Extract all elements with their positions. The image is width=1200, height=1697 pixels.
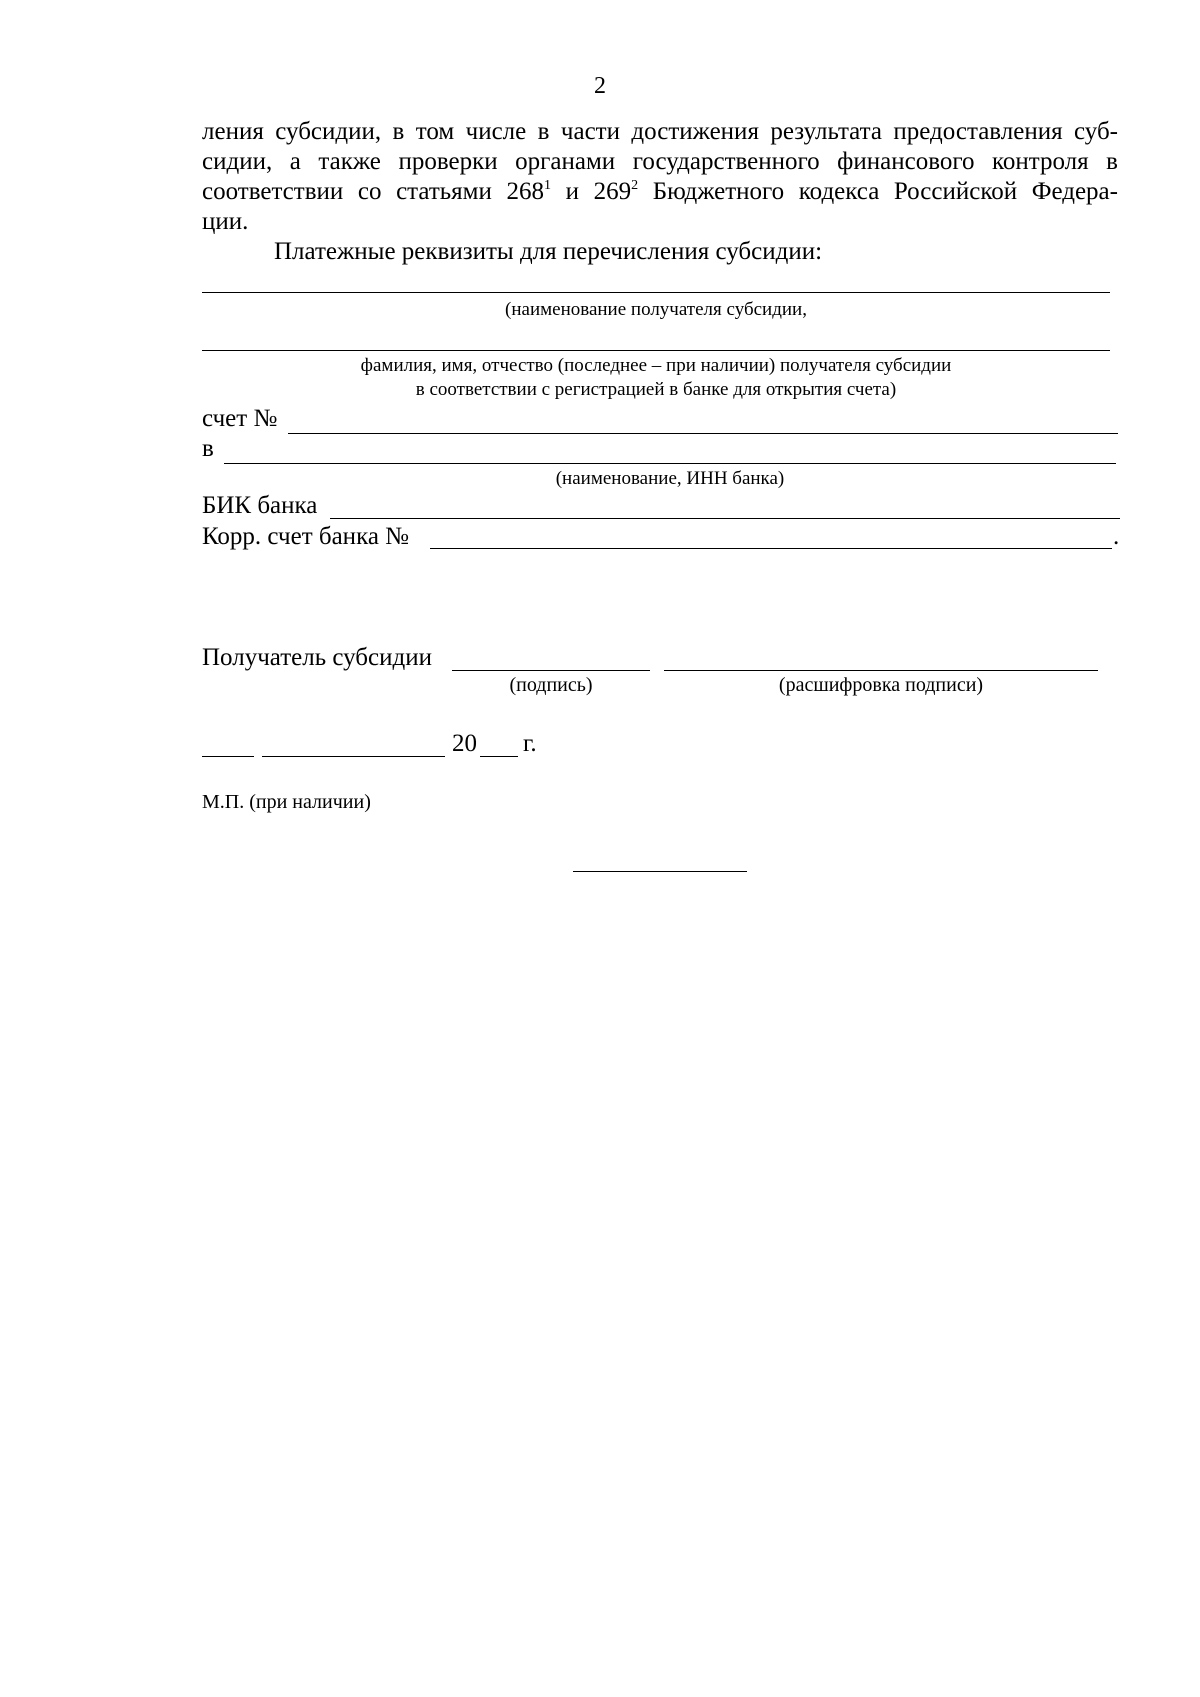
bank-name-line[interactable] — [224, 463, 1116, 464]
date-day-line[interactable] — [202, 756, 254, 757]
page-number: 2 — [594, 73, 606, 99]
recipient-registration-hint: в соответствии с регистрацией в банке для открытия счета) — [415, 379, 897, 400]
recipient-fullname-line[interactable] — [202, 350, 1110, 351]
paragraph-text: и 269 — [551, 178, 632, 205]
bik-label: БИК банка — [202, 492, 318, 519]
paragraph-line: ции. — [202, 208, 249, 235]
paragraph-line: сидии, а также проверки органами государственного финансового контроля в — [202, 148, 1118, 175]
paragraph-text: соответствии со статьями 268 — [202, 178, 544, 205]
seal-label: М.П. (при наличии) — [202, 791, 371, 813]
paragraph-line-with-articles — [202, 177, 1118, 207]
article-superscript: 1 — [544, 178, 551, 193]
date-year-prefix: 20 — [452, 730, 477, 757]
bank-name-hint: (наименование, ИНН банка) — [555, 468, 785, 489]
closing-divider — [573, 871, 747, 872]
requisites-heading: Платежные реквизиты для перечисления субсидии: — [274, 238, 823, 265]
recipient-name-line[interactable] — [202, 292, 1110, 293]
bik-line[interactable] — [330, 518, 1120, 519]
signature-line[interactable] — [452, 670, 650, 671]
paragraph-line: ления субсидии, в том числе в части достижения результата предоставления суб- — [202, 118, 1118, 145]
body-paragraph — [202, 117, 1118, 237]
account-label: счет № — [202, 405, 278, 432]
signature-decode-line[interactable] — [664, 670, 1098, 671]
signatory-label: Получатель субсидии — [202, 644, 432, 671]
date-month-line[interactable] — [262, 756, 445, 757]
article-superscript: 2 — [631, 178, 639, 193]
signature-hint: (подпись) — [509, 674, 593, 696]
account-number-line[interactable] — [288, 433, 1118, 434]
date-year-line[interactable] — [480, 756, 518, 757]
bank-label: в — [202, 435, 214, 462]
corr-account-period: . — [1113, 523, 1120, 550]
signature-decode-hint: (расшифровка подписи) — [778, 674, 984, 696]
date-year-suffix: г. — [523, 730, 537, 757]
recipient-fullname-hint: фамилия, имя, отчество (последнее – при наличии) получателя субсидии — [360, 355, 952, 376]
corr-account-line[interactable] — [430, 548, 1112, 549]
corr-account-label: Корр. счет банка № — [202, 523, 410, 550]
recipient-name-hint: (наименование получателя субсидии, — [505, 299, 807, 320]
paragraph-text: Бюджетного кодекса Российской Федера- — [638, 178, 1118, 205]
